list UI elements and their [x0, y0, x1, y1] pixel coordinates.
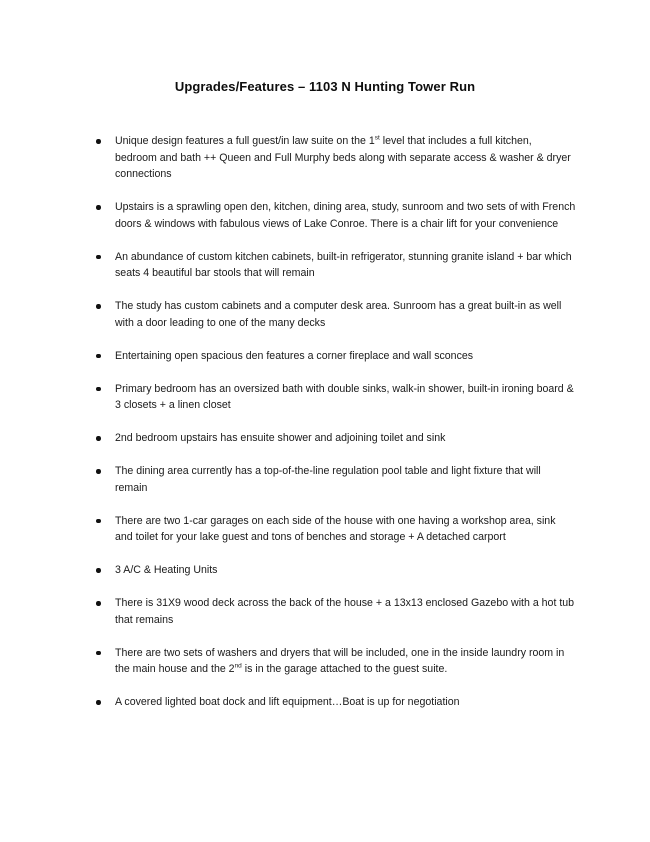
bullet-icon — [96, 601, 101, 606]
item-text: There are two sets of washers and dryers that will be included, one in the inside laundry room in the main house and the 2 — [115, 646, 565, 675]
bullet-icon — [96, 387, 101, 392]
bullet-icon — [96, 205, 101, 210]
list-item — [96, 513, 576, 546]
list-item — [96, 595, 576, 628]
features-list — [96, 133, 576, 727]
item-text: Primary bedroom has an oversized bath with double sinks, walk-in shower, built-in ironing board & 3 closets + a linen closet — [115, 382, 574, 411]
ordinal-suffix: nd — [234, 662, 242, 670]
item-text: There is 31X9 wood deck across the back of the house + a 13x13 enclosed Gazebo with a hot tub that remains — [115, 597, 575, 626]
bullet-icon — [96, 651, 101, 656]
list-item — [96, 430, 576, 447]
bullet-icon — [96, 354, 101, 359]
list-item — [96, 249, 576, 282]
bullet-icon — [96, 436, 101, 441]
item-text: 2nd bedroom upstairs has ensuite shower and adjoining toilet and sink — [115, 432, 446, 444]
item-text-continued: is in the garage attached to the guest suite. — [241, 663, 448, 675]
item-text: An abundance of custom kitchen cabinets, built-in refrigerator, stunning granite island + bar which seats 4 beautiful bar stools that will remain — [115, 250, 572, 279]
item-text-continued: level that includes a full kitchen, bedroom and bath ++ Queen and Full Murphy beds along with separate access & washer & dryer connections — [115, 135, 571, 180]
bullet-icon — [96, 139, 101, 144]
bullet-icon — [96, 519, 101, 524]
list-item — [96, 694, 576, 711]
list-item — [96, 133, 576, 183]
bullet-icon — [96, 304, 101, 309]
page-title: Upgrades/Features – 1103 N Hunting Tower Run — [174, 79, 476, 94]
list-item — [96, 298, 576, 331]
item-text: Entertaining open spacious den features a corner fireplace and wall sconces — [115, 349, 474, 362]
bullet-icon — [96, 255, 101, 260]
list-item — [96, 348, 576, 365]
bullet-icon — [96, 568, 101, 573]
ordinal-suffix: st — [374, 134, 380, 142]
bullet-icon — [96, 469, 101, 474]
item-text: The dining area currently has a top-of-the-line regulation pool table and light fixture that will remain — [115, 465, 541, 494]
list-item — [96, 199, 576, 232]
item-text: 3 A/C & Heating Units — [115, 564, 218, 576]
bullet-icon — [96, 700, 101, 705]
item-text: A covered lighted boat dock and lift equipment…Boat is up for negotiation — [115, 696, 460, 708]
list-item — [96, 562, 576, 579]
list-item — [96, 381, 576, 414]
item-text: Unique design features a full guest/in law suite on the 1 — [115, 135, 375, 147]
list-item — [96, 463, 576, 496]
item-text: There are two 1-car garages on each side of the house with one having a workshop area, sink and toilet for your lake guest and tons of benches and storage + A detached carport — [115, 514, 556, 543]
list-item — [96, 645, 576, 678]
item-text: The study has custom cabinets and a computer desk area. Sunroom has a great built-in as well with a door leading to one of the many decks — [115, 300, 562, 329]
item-text: Upstairs is a sprawling open den, kitchen, dining area, study, sunroom and two sets of with French doors & windows with fabulous views of Lake Conroe. There is a chair lift for your convenience — [115, 201, 576, 230]
